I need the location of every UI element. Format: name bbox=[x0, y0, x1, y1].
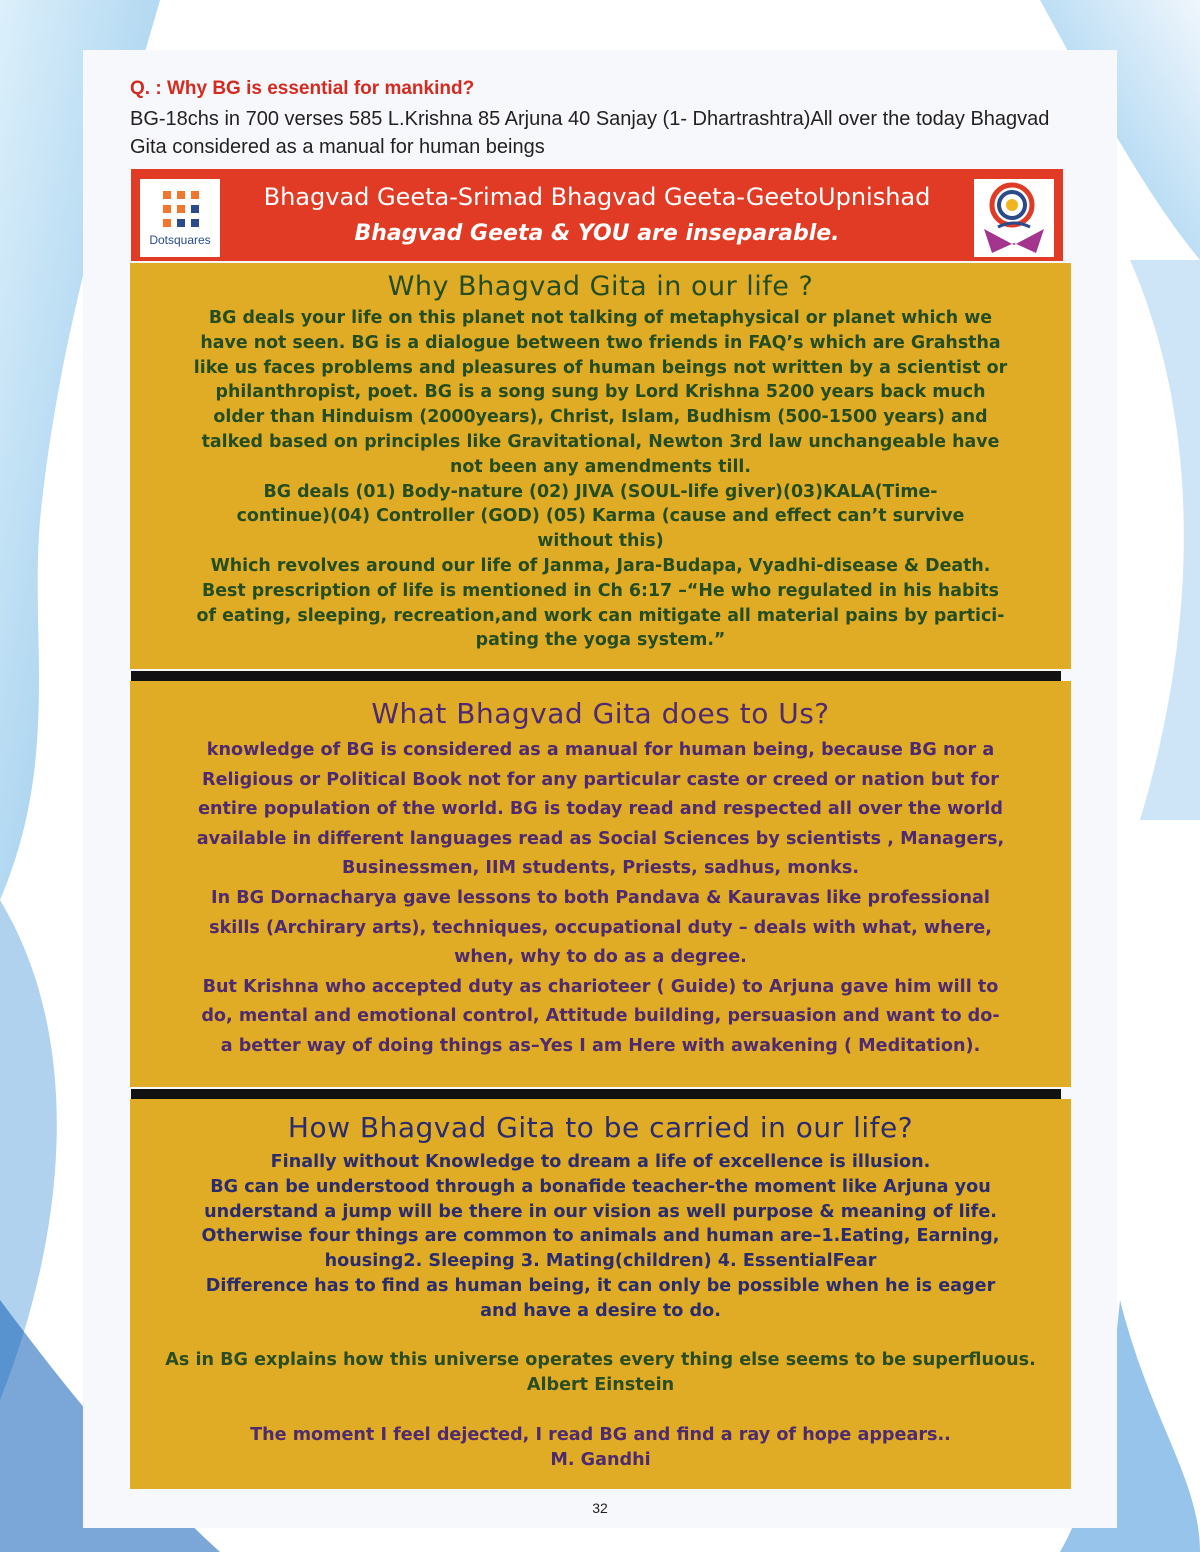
joyride-logo bbox=[974, 179, 1054, 257]
dotsquares-logo bbox=[140, 179, 220, 257]
section-why-bhagvad-gita bbox=[130, 263, 1071, 669]
section-divider bbox=[131, 1089, 1061, 1099]
section-heading: Why Bhagvad Gita in our life ? bbox=[387, 271, 814, 302]
section-body: knowledge of BG is considered as a manual for human being, because BG nor a Religious or Political Book not for any particular caste or creed or nation but for entire population of the world. BG is today read and respected all over the world available in different languages read as Social Sciences by scientists , Managers, Businessmen, IIM students, Priests, sadhus, monks. In BG Dornacharya gave lessons to both Pandava & Kauravas like professional skills (Archirary arts), techniques, occupational duty – deals with what, where, when, why to do as a degree. But Krishna who accepted duty as charioteer ( Guide) to Arjuna gave him will to do, mental and emotional control, Attitude building, persuasion and want to do- a better way of doing things as–Yes I am Here with awakening ( Meditation). bbox=[196, 740, 1005, 1056]
question-heading: Q. : Why BG is essential for mankind? bbox=[130, 78, 475, 99]
gandhi-quote: The moment I feel dejected, I read BG and find a ray of hope appears.. M. Gandhi bbox=[250, 1424, 951, 1470]
section-body: Finally without Knowledge to dream a life of excellence is illusion. BG can be understood through a bonafide teacher-the moment like Arjuna you understand a jump will be there in our vision as well purpose & meaning of life. Otherwise four things are common to animals and human are–1.Eating, Earning, housing2. Sleeping 3. Mating(children) 4. EssentialFear Difference has to find as human being, it can only be possible when he is eager and have a desire to do. bbox=[201, 1152, 1000, 1321]
dotsquares-label: Dotsquares bbox=[149, 233, 211, 247]
section-what-bhagvad-gita-does bbox=[130, 681, 1071, 1087]
section-heading: How Bhagvad Gita to be carried in our life? bbox=[287, 1111, 914, 1144]
banner-subtitle: Bhagvad Geeta & YOU are inseparable. bbox=[354, 221, 840, 246]
page-number: 32 bbox=[592, 1500, 608, 1516]
joyride-logo-icon bbox=[974, 179, 1054, 257]
section-divider bbox=[131, 671, 1061, 681]
section-how-bhagvad-gita-carried bbox=[130, 1099, 1071, 1489]
intro-text: BG-18chs in 700 verses 585 L.Krishna 85 Arjuna 40 Sanjay (1- Dhartrashtra)All over the today Bhagvad Gita considered as a manual for human beings bbox=[130, 108, 1050, 158]
section-body: BG deals your life on this planet not talking of metaphysical or planet which we have not seen. BG is a dialogue between two friends in FAQ’s which are Grahstha like us faces problems and pleasures of human beings not written by a scientist or philanthropist, poet. BG is a song sung by Lord Krishna 5200 years back much older than Hinduism (2000years), Christ, Islam, Budhism (500-1500 years) and talked based on principles like Gravitational, Newton 3rd law unchangeable have not been any amendments till. BG deals (01) Body-nature (02) JIVA (SOUL-life giver)(03)KALA(Time- continue)(04) Controller (GOD) (05) Karma (cause and effect can’t survive without this) Which revolves around our life of Janma, Jara-Budapa, Vyadhi-disease & Death. Best prescription of life is mentioned in Ch 6:17 –“He who regulated in his habits of eating, sleeping, recreation,and work can mitigate all material pains by partici- pating the yoga system.” bbox=[193, 308, 1008, 651]
banner-title: Bhagvad Geeta-Srimad Bhagvad Geeta-GeetoUpnishad bbox=[263, 183, 931, 211]
einstein-quote: As in BG explains how this universe operates every thing else seems to be superfluous. Albert Einstein bbox=[165, 1350, 1036, 1396]
section-heading: What Bhagvad Gita does to Us? bbox=[371, 697, 830, 730]
dotsquares-logo-icon bbox=[163, 191, 199, 227]
title-banner bbox=[131, 169, 1063, 261]
